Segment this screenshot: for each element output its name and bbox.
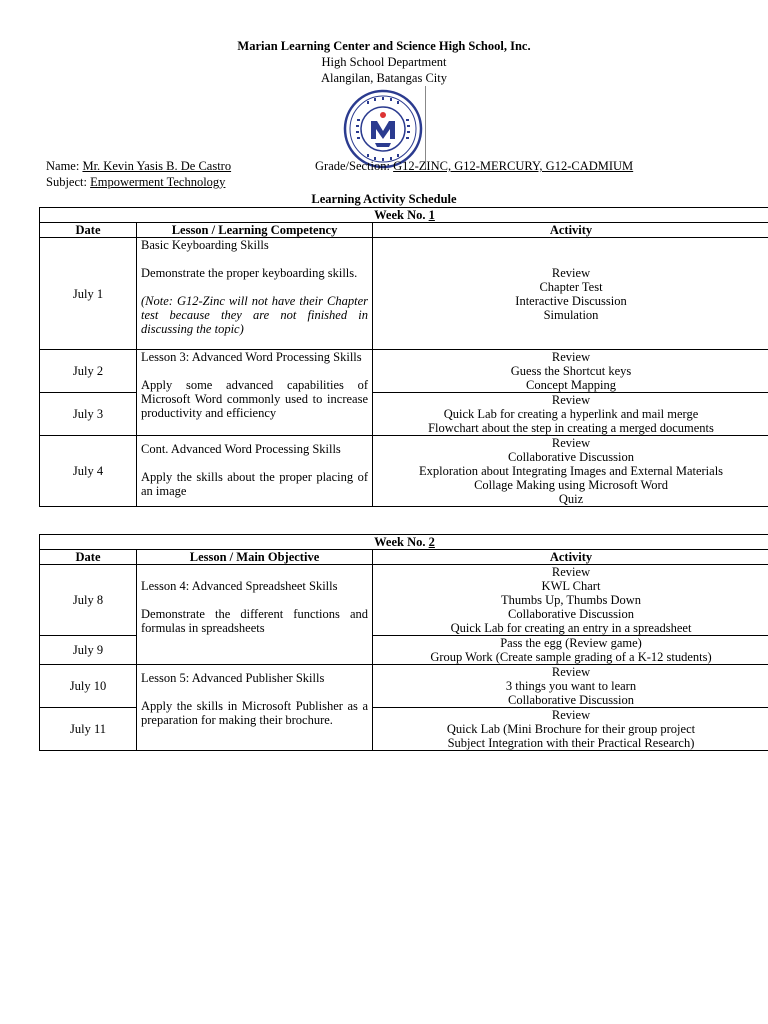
- activity-item: Quiz: [558, 492, 584, 506]
- subject-line: [46, 174, 225, 190]
- week-number: 1: [428, 208, 435, 222]
- activity-item: Guess the Shortcut keys: [510, 364, 632, 378]
- lesson-cell: [137, 565, 373, 665]
- activity-item: Simulation: [543, 307, 599, 322]
- lesson-title: Lesson 5: Advanced Publisher Skills: [141, 671, 325, 685]
- activity-item: Review: [551, 350, 591, 364]
- activity-cell: [373, 565, 768, 636]
- activity-item: Review: [551, 665, 591, 679]
- grade-sections: G12-ZINC, G12-MERCURY, G12-CADMIUM: [393, 159, 634, 173]
- activity-item: Collage Making using Microsoft Word: [474, 478, 668, 492]
- week-number: 2: [428, 535, 435, 549]
- activity-item: Collaborative Discussion: [507, 450, 635, 464]
- lesson-title: Cont. Advanced Word Processing Skills: [141, 442, 341, 456]
- table-row: [40, 565, 768, 636]
- activity-item: Collaborative Discussion: [507, 693, 635, 707]
- activity-item: 3 things you want to learn: [505, 679, 637, 693]
- activity-item: Flowchart about the step in creating a merged documents: [428, 421, 714, 435]
- week1-table: [39, 207, 768, 507]
- lesson-cell: [137, 665, 373, 751]
- table-row: [40, 238, 768, 350]
- date-cell: July 1: [40, 238, 137, 350]
- activity-header: Activity: [373, 223, 768, 238]
- week2-table: [39, 534, 768, 751]
- activity-item: Subject Integration with their Practical Research): [447, 736, 695, 750]
- lesson-title: Lesson 3: Advanced Word Processing Skills: [141, 350, 362, 364]
- school-seal-icon: [343, 89, 423, 169]
- activity-item: Review: [551, 393, 591, 407]
- subject-name: Empowerment Technology: [90, 175, 226, 189]
- lesson-cell: [137, 350, 373, 436]
- activity-cell: [373, 708, 768, 751]
- date-cell: July 2: [40, 350, 137, 393]
- activity-item: Quick Lab (Mini Brochure for their group project: [446, 722, 696, 736]
- activity-item: Pass the egg (Review game): [500, 636, 642, 650]
- activity-item: Group Work (Create sample grading of a K-12 students): [430, 650, 712, 664]
- teacher-name-line: [46, 158, 231, 174]
- week-label: Week No.: [374, 208, 426, 222]
- department-name: High School Department: [321, 55, 447, 69]
- lesson-note: (Note: G12-Zinc will not have their Chapter test because they are not finished in discussing the topic): [141, 294, 368, 336]
- lesson-objective: Demonstrate the proper keyboarding skills.: [141, 266, 358, 280]
- activity-item: Exploration about Integrating Images and External Materials: [418, 464, 724, 478]
- school-address: Alangilan, Batangas City: [320, 71, 448, 85]
- activity-cell: [373, 350, 768, 393]
- activity-cell: [373, 636, 768, 665]
- activity-item: Chapter Test: [539, 279, 603, 294]
- activity-cell: [373, 665, 768, 708]
- activity-item: Thumbs Up, Thumbs Down: [500, 593, 642, 607]
- date-cell: July 3: [40, 393, 137, 436]
- activity-item: Quick Lab for creating an entry in a spreadsheet: [450, 621, 692, 635]
- activity-item: Concept Mapping: [526, 378, 616, 392]
- date-cell: July 10: [40, 665, 137, 708]
- date-cell: July 8: [40, 565, 137, 636]
- subject-label: Subject:: [46, 175, 87, 189]
- activity-item: Review: [551, 565, 591, 579]
- lesson-objective: Apply the skills about the proper placing of an image: [141, 470, 368, 498]
- lesson-objective: Demonstrate the different functions and formulas in spreadsheets: [141, 607, 368, 635]
- school-name: Marian Learning Center and Science High School, Inc.: [237, 39, 531, 53]
- activity-item: KWL Chart: [541, 579, 601, 593]
- activity-cell: [373, 238, 768, 350]
- activity-cell: [373, 393, 768, 436]
- table-row: [40, 350, 768, 393]
- week2-title: [40, 535, 768, 550]
- lesson-cell: [137, 238, 373, 350]
- lesson-header: Lesson / Main Objective: [137, 550, 373, 565]
- activity-item: Review: [551, 708, 591, 722]
- date-header: Date: [40, 550, 137, 565]
- week-label: Week No.: [374, 535, 426, 549]
- activity-item: Review: [551, 436, 591, 450]
- activity-item: Review: [551, 265, 591, 280]
- schedule-title: Learning Activity Schedule: [311, 192, 457, 206]
- date-cell: July 11: [40, 708, 137, 751]
- lesson-objective: Apply some advanced capabilities of Microsoft Word commonly used to increase productivity and efficiency: [141, 378, 368, 420]
- grade-section-line: [315, 158, 633, 174]
- date-cell: July 9: [40, 636, 137, 665]
- lesson-title: Basic Keyboarding Skills: [141, 238, 269, 252]
- table-row: [40, 665, 768, 708]
- activity-item: Collaborative Discussion: [507, 607, 635, 621]
- lesson-title: Lesson 4: Advanced Spreadsheet Skills: [141, 579, 338, 593]
- table-row: [40, 436, 768, 507]
- grade-label: Grade/Section:: [315, 159, 390, 173]
- activity-item: Interactive Discussion: [515, 293, 627, 308]
- activity-item: Quick Lab for creating a hyperlink and mail merge: [443, 407, 699, 421]
- date-cell: July 4: [40, 436, 137, 507]
- activity-cell: [373, 436, 768, 507]
- activity-header: Activity: [373, 550, 768, 565]
- name-label: Name:: [46, 159, 80, 173]
- week1-title: [40, 208, 768, 223]
- date-header: Date: [40, 223, 137, 238]
- teacher-name: Mr. Kevin Yasis B. De Castro: [82, 159, 232, 173]
- lesson-cell: [137, 436, 373, 507]
- lesson-header: Lesson / Learning Competency: [137, 223, 373, 238]
- lesson-objective: Apply the skills in Microsoft Publisher as a preparation for making their brochure.: [141, 699, 368, 727]
